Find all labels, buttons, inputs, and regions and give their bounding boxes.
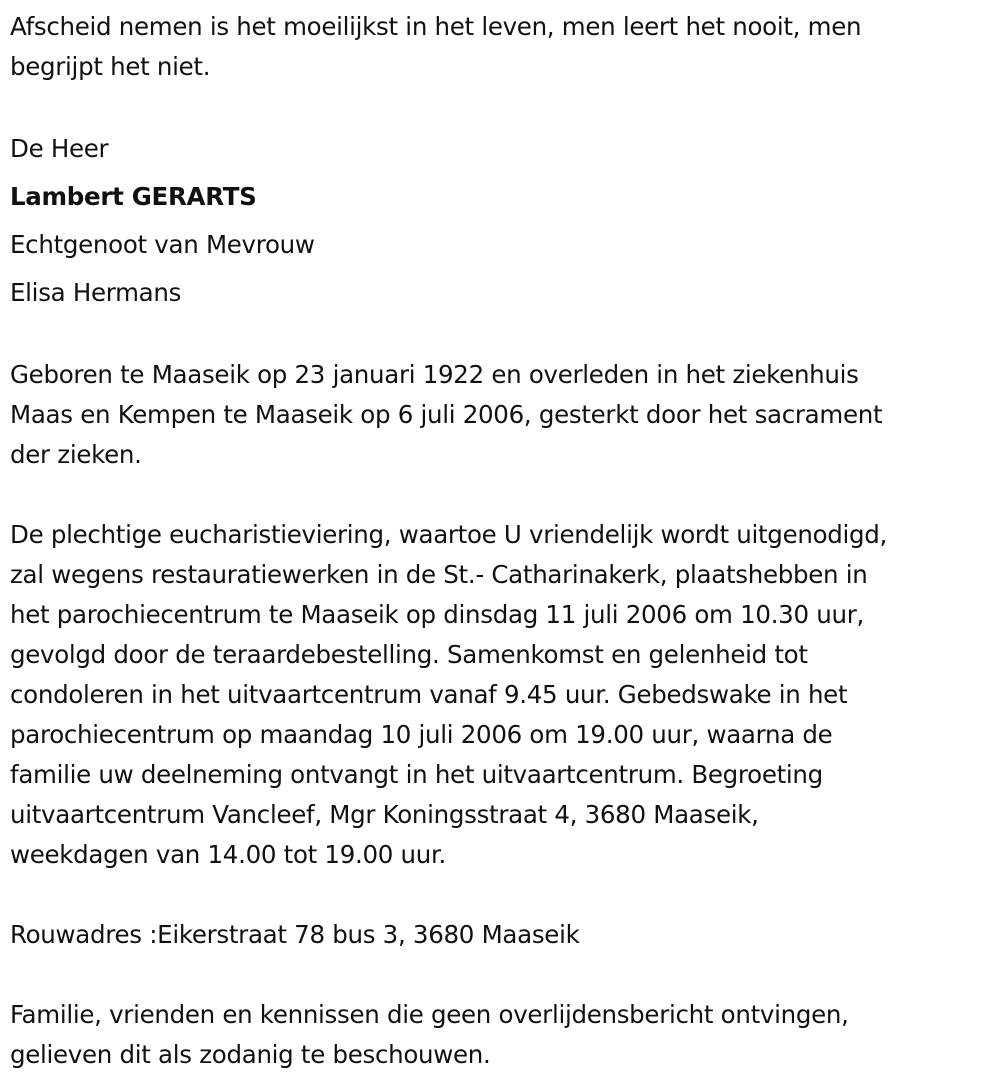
- mourning-address: Rouwadres :Eikerstraat 78 bus 3, 3680 Maaseik: [10, 920, 580, 949]
- spouse-name: Elisa Hermans: [10, 278, 182, 307]
- text-line: het parochiecentrum te Maaseik op dinsdag 11 juli 2006 om 10.30 uur,: [10, 600, 864, 629]
- text-line: Afscheid nemen is het moeilijkst in het leven, men leert het nooit, men: [10, 12, 862, 41]
- text-line: gevolgd door de teraardebestelling. Samenkomst en gelenheid tot: [10, 640, 808, 669]
- text-line: gelieven dit als zodanig te beschouwen.: [10, 1040, 491, 1069]
- text-line: der zieken.: [10, 440, 142, 469]
- obituary-document: [10, 7, 990, 1075]
- relation-text: Echtgenoot van Mevrouw: [10, 230, 315, 259]
- text-line: De plechtige eucharistieviering, waartoe U vriendelijk wordt uitgenodigd,: [10, 520, 888, 549]
- birth-death-paragraph: [10, 355, 990, 475]
- text-line: Familie, vrienden en kennissen die geen overlijdensbericht ontvingen,: [10, 1000, 849, 1029]
- text-line: weekdagen van 14.00 tot 19.00 uur.: [10, 840, 447, 869]
- text-line: familie uw deelneming ontvangt in het uitvaartcentrum. Begroeting: [10, 760, 823, 789]
- text-line: uitvaartcentrum Vancleef, Mgr Koningsstraat 4, 3680 Maaseik,: [10, 800, 759, 829]
- text-line: Geboren te Maaseik op 23 januari 1922 en overleden in het ziekenhuis: [10, 360, 859, 389]
- deceased-block: [10, 125, 990, 317]
- text-line: zal wegens restauratiewerken in de St.- Catharinakerk, plaatshebben in: [10, 560, 868, 589]
- text-line: parochiecentrum op maandag 10 juli 2006 om 19.00 uur, waarna de: [10, 720, 833, 749]
- text-line: condoleren in het uitvaartcentrum vanaf 9.45 uur. Gebedswake in het: [10, 680, 848, 709]
- text-line: begrijpt het niet.: [10, 52, 211, 81]
- closing-paragraph: [10, 995, 990, 1075]
- deceased-name: Lambert GERARTS: [10, 182, 257, 211]
- quote-paragraph: [10, 7, 990, 87]
- address-paragraph: [10, 915, 990, 955]
- ceremony-paragraph: [10, 515, 990, 875]
- text-line: Maas en Kempen te Maaseik op 6 juli 2006, gesterkt door het sacrament: [10, 400, 883, 429]
- honorific: De Heer: [10, 134, 109, 163]
